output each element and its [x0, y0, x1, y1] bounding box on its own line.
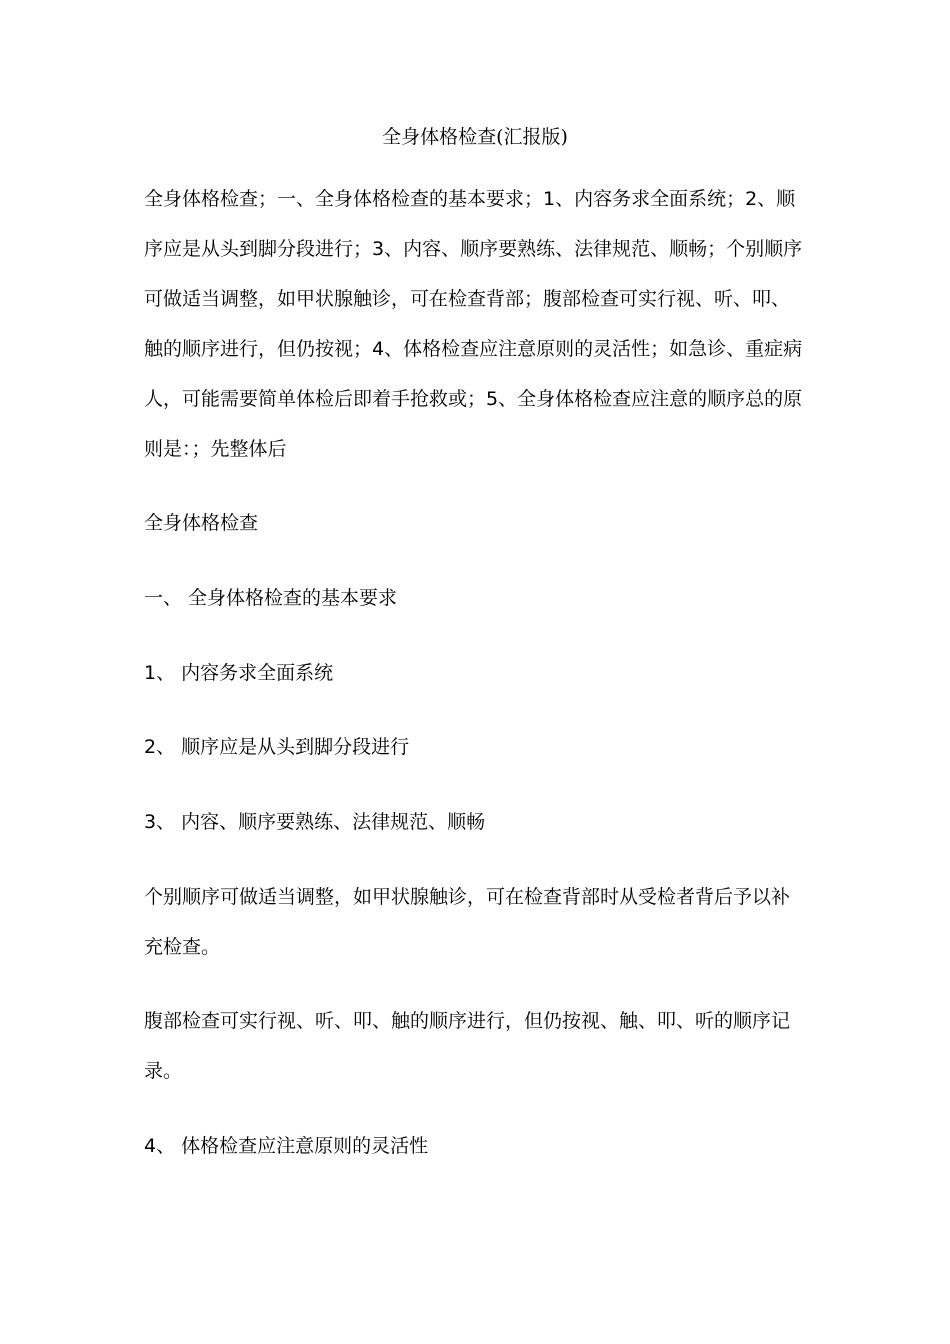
summary-line: 可做适当调整，如甲状腺触诊，可在检查背部；腹部检查可实行视、听、叩、: [144, 288, 791, 310]
summary-paragraph: [144, 174, 812, 474]
summary-line: 序应是从头到脚分段进行；3、内容、顺序要熟练、法律规范、顺畅；个别顺序: [144, 238, 803, 260]
list-item-4: [144, 1121, 812, 1171]
section-title: 一、 全身体格检查的基本要求: [144, 587, 398, 609]
list-item-3: [144, 797, 812, 847]
document-title: 全身体格检查(汇报版): [382, 126, 568, 148]
note-paragraph-2: [144, 996, 812, 1096]
list-item-text: 4、 体格检查应注意原则的灵活性: [144, 1135, 429, 1157]
note-paragraph-1: [144, 872, 812, 972]
section-heading: 全身体格检查: [144, 512, 259, 534]
section-paragraph: [144, 573, 812, 623]
list-item-1: [144, 648, 812, 698]
list-item-2: [144, 722, 812, 772]
note-line: 腹部检查可实行视、听、叩、触的顺序进行，但仍按视、触、叩、听的顺序记: [144, 1010, 791, 1032]
summary-line: 触的顺序进行，但仍按视；4、体格检查应注意原则的灵活性；如急诊、重症病: [144, 338, 803, 360]
list-item-text: 3、 内容、顺序要熟练、法律规范、顺畅: [144, 811, 486, 833]
heading-paragraph: [144, 498, 812, 548]
list-item-text: 1、 内容务求全面系统: [144, 662, 334, 684]
summary-line: 则是：；先整体后: [144, 438, 287, 460]
note-line: 录。: [144, 1060, 183, 1082]
note-line: 充检查。: [144, 936, 221, 958]
list-item-text: 2、 顺序应是从头到脚分段进行: [144, 736, 410, 758]
note-line: 个别顺序可做适当调整，如甲状腺触诊，可在检查背部时从受检者背后予以补: [144, 886, 791, 908]
summary-line: 人，可能需要简单体检后即着手抢救或；5、全身体格检查应注意的顺序总的原: [144, 388, 803, 410]
summary-line: 全身体格检查；一、全身体格检查的基本要求；1、内容务求全面系统；2、顺: [144, 188, 796, 210]
